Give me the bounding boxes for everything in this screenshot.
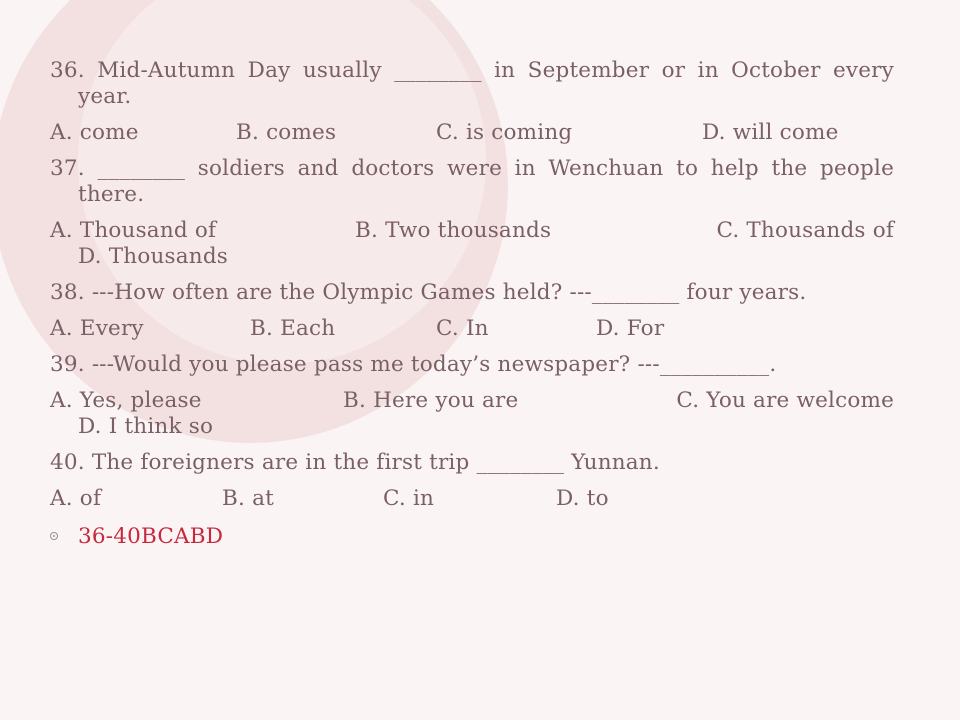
option: A. come [50, 120, 139, 145]
option: D. I think so [78, 414, 214, 439]
option: A. Thousand of [50, 218, 217, 243]
question-37-options [22, 218, 894, 270]
option: B. at [222, 486, 274, 511]
answer-text: 36-40BCABD [78, 524, 224, 549]
option: C. is coming [436, 120, 573, 145]
option: C. Thousands of [716, 218, 894, 243]
option: B. Each [250, 316, 336, 341]
quiz-content [50, 58, 894, 550]
question-37-stem: 37. ________ soldiers and doctors were in Wenchuan to help the people there. [50, 156, 894, 207]
question-39-options [22, 388, 894, 440]
answer-key [50, 524, 894, 550]
question-39-stem: 39. ---Would you please pass me today’s newspaper? ---__________. [50, 352, 777, 377]
question-40-stem: 40. The foreigners are in the first trip ________ Yunnan. [50, 450, 660, 475]
bullet-icon [50, 532, 58, 540]
question-36-stem: 36. Mid-Autumn Day usually ________ in September or in October every year. [50, 58, 894, 109]
question-38-stem: 38. ---How often are the Olympic Games held? ---________ four years. [50, 280, 807, 305]
question-38-options [50, 316, 894, 342]
option: D. For [596, 316, 665, 341]
option: D. will come [702, 120, 839, 145]
option: C. in [383, 486, 435, 511]
option: D. to [556, 486, 609, 511]
question-40-options [50, 486, 894, 512]
option: B. Here you are [343, 388, 519, 413]
question-36-options [50, 120, 894, 146]
option: B. Two thousands [355, 218, 552, 243]
option: A. Every [50, 316, 144, 341]
option: C. In [436, 316, 489, 341]
option: A. of [50, 486, 102, 511]
option: A. Yes, please [50, 388, 202, 413]
option: C. You are welcome [676, 388, 894, 413]
option: B. comes [236, 120, 337, 145]
option: D. Thousands [78, 244, 229, 269]
